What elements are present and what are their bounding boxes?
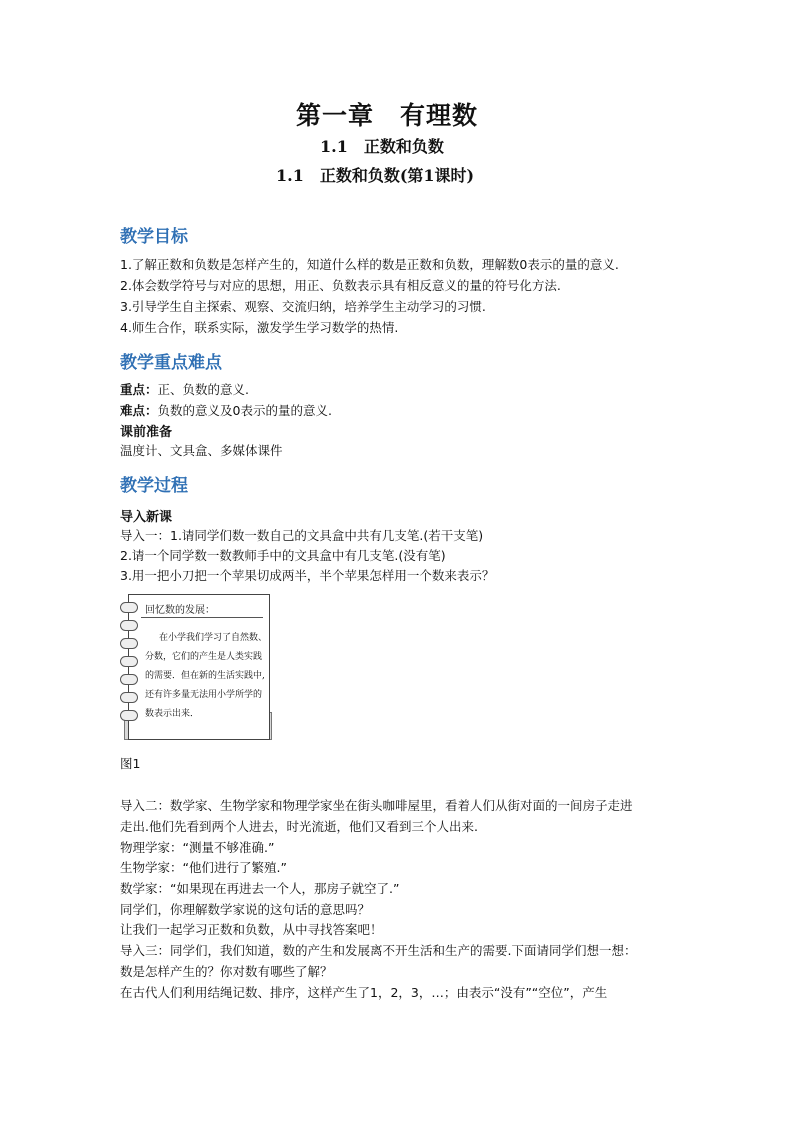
objective-item: 1.了解正数和负数是怎样产生的，知道什么样的数是正数和负数，理解数0表示的量的意义. <box>120 257 619 272</box>
figure-title: 回忆数的发展： <box>145 605 215 616</box>
prep-heading: 课前准备 <box>120 425 173 440</box>
binder-ring <box>120 620 138 631</box>
process-heading: 教学过程 <box>120 476 188 496</box>
body-paragraph: 数是怎样产生的？你对数有哪些了解？ <box>120 964 333 979</box>
binder-ring <box>120 674 138 685</box>
binder-ring <box>120 656 138 667</box>
process-line: 3.用一把小刀把一个苹果切成两半，半个苹果怎样用一个数来表示？ <box>120 568 495 583</box>
objective-item: 3.引导学生自主探索、观察、交流归纳，培养学生主动学习的习惯. <box>120 299 486 314</box>
key-point-label: 重点： <box>120 382 158 397</box>
key-point <box>120 380 249 400</box>
notebook-page <box>128 594 270 740</box>
body-paragraph: 在古代人们利用结绳记数、排序，这样产生了1，2，3，…；由表示“没有”“空位”，产生 <box>120 985 608 1000</box>
figure-caption: 图1 <box>120 756 141 771</box>
body-paragraph: 导入三：同学们，我们知道，数的产生和发展离不开生活和生产的需要.下面请同学们想一想： <box>120 943 637 958</box>
lesson-title: 1.1 正数和负数(第1课时) <box>276 166 475 185</box>
objectives-heading: 教学目标 <box>120 227 188 247</box>
focus-heading: 教学重点难点 <box>120 353 222 373</box>
binder-ring <box>120 638 138 649</box>
chapter-title: 第一章 有理数 <box>296 101 479 130</box>
difficult-point <box>120 401 332 421</box>
body-paragraph: 同学们，你理解数学家说的这句话的意思吗？ <box>120 902 371 917</box>
body-paragraph: 数学家：“如果现在再进去一个人，那房子就空了.” <box>120 881 400 896</box>
key-point-text: 正、负数的意义. <box>157 382 249 397</box>
difficult-point-label: 难点： <box>120 403 158 418</box>
body-paragraph: 生物学家：“他们进行了繁殖.” <box>120 860 287 875</box>
binder-ring <box>120 710 138 721</box>
figure-line: 分数，它们的产生是人类实践 <box>145 652 263 662</box>
figure-line: 数表示出来． <box>145 709 200 719</box>
body-paragraph: 走出.他们先看到两个人进去，时光流逝，他们又看到三个人出来. <box>120 819 478 834</box>
body-paragraph: 物理学家：“测量不够准确.” <box>120 840 275 855</box>
prep-text: 温度计、文具盒、多媒体课件 <box>120 443 283 458</box>
difficult-point-text: 负数的意义及0表示的量的意义. <box>157 403 332 418</box>
binder-ring <box>120 692 138 703</box>
objective-item: 4.师生合作，联系实际，激发学生学习数学的热情. <box>120 320 399 335</box>
objective-item: 2.体会数学符号与对应的思想，用正、负数表示具有相反意义的量的符号化方法. <box>120 278 561 293</box>
process-subheading: 导入新课 <box>120 510 173 525</box>
body-paragraph: 导入二：数学家、生物学家和物理学家坐在街头咖啡屋里，看着人们从街对面的一间房子走进 <box>120 798 633 813</box>
figure-line: 在小学我们学习了自然数、 <box>159 633 268 643</box>
figure-line: 的需要．但在新的生活实践中, <box>145 671 265 681</box>
process-line: 2.请一个同学数一数教师手中的文具盒中有几支笔.(没有笔) <box>120 548 446 563</box>
section-title: 1.1 正数和负数 <box>320 137 444 156</box>
figure-text <box>145 629 267 724</box>
body-paragraph: 让我们一起学习正数和负数，从中寻找答案吧！ <box>120 922 383 937</box>
figure-rule <box>141 617 263 618</box>
notebook-illustration <box>118 594 270 744</box>
process-line: 导入一：1.请同学们数一数自己的文具盒中共有几支笔.(若干支笔) <box>120 528 484 543</box>
figure-line: 还有许多量无法用小学所学的 <box>145 690 263 700</box>
binder-ring <box>120 602 138 613</box>
